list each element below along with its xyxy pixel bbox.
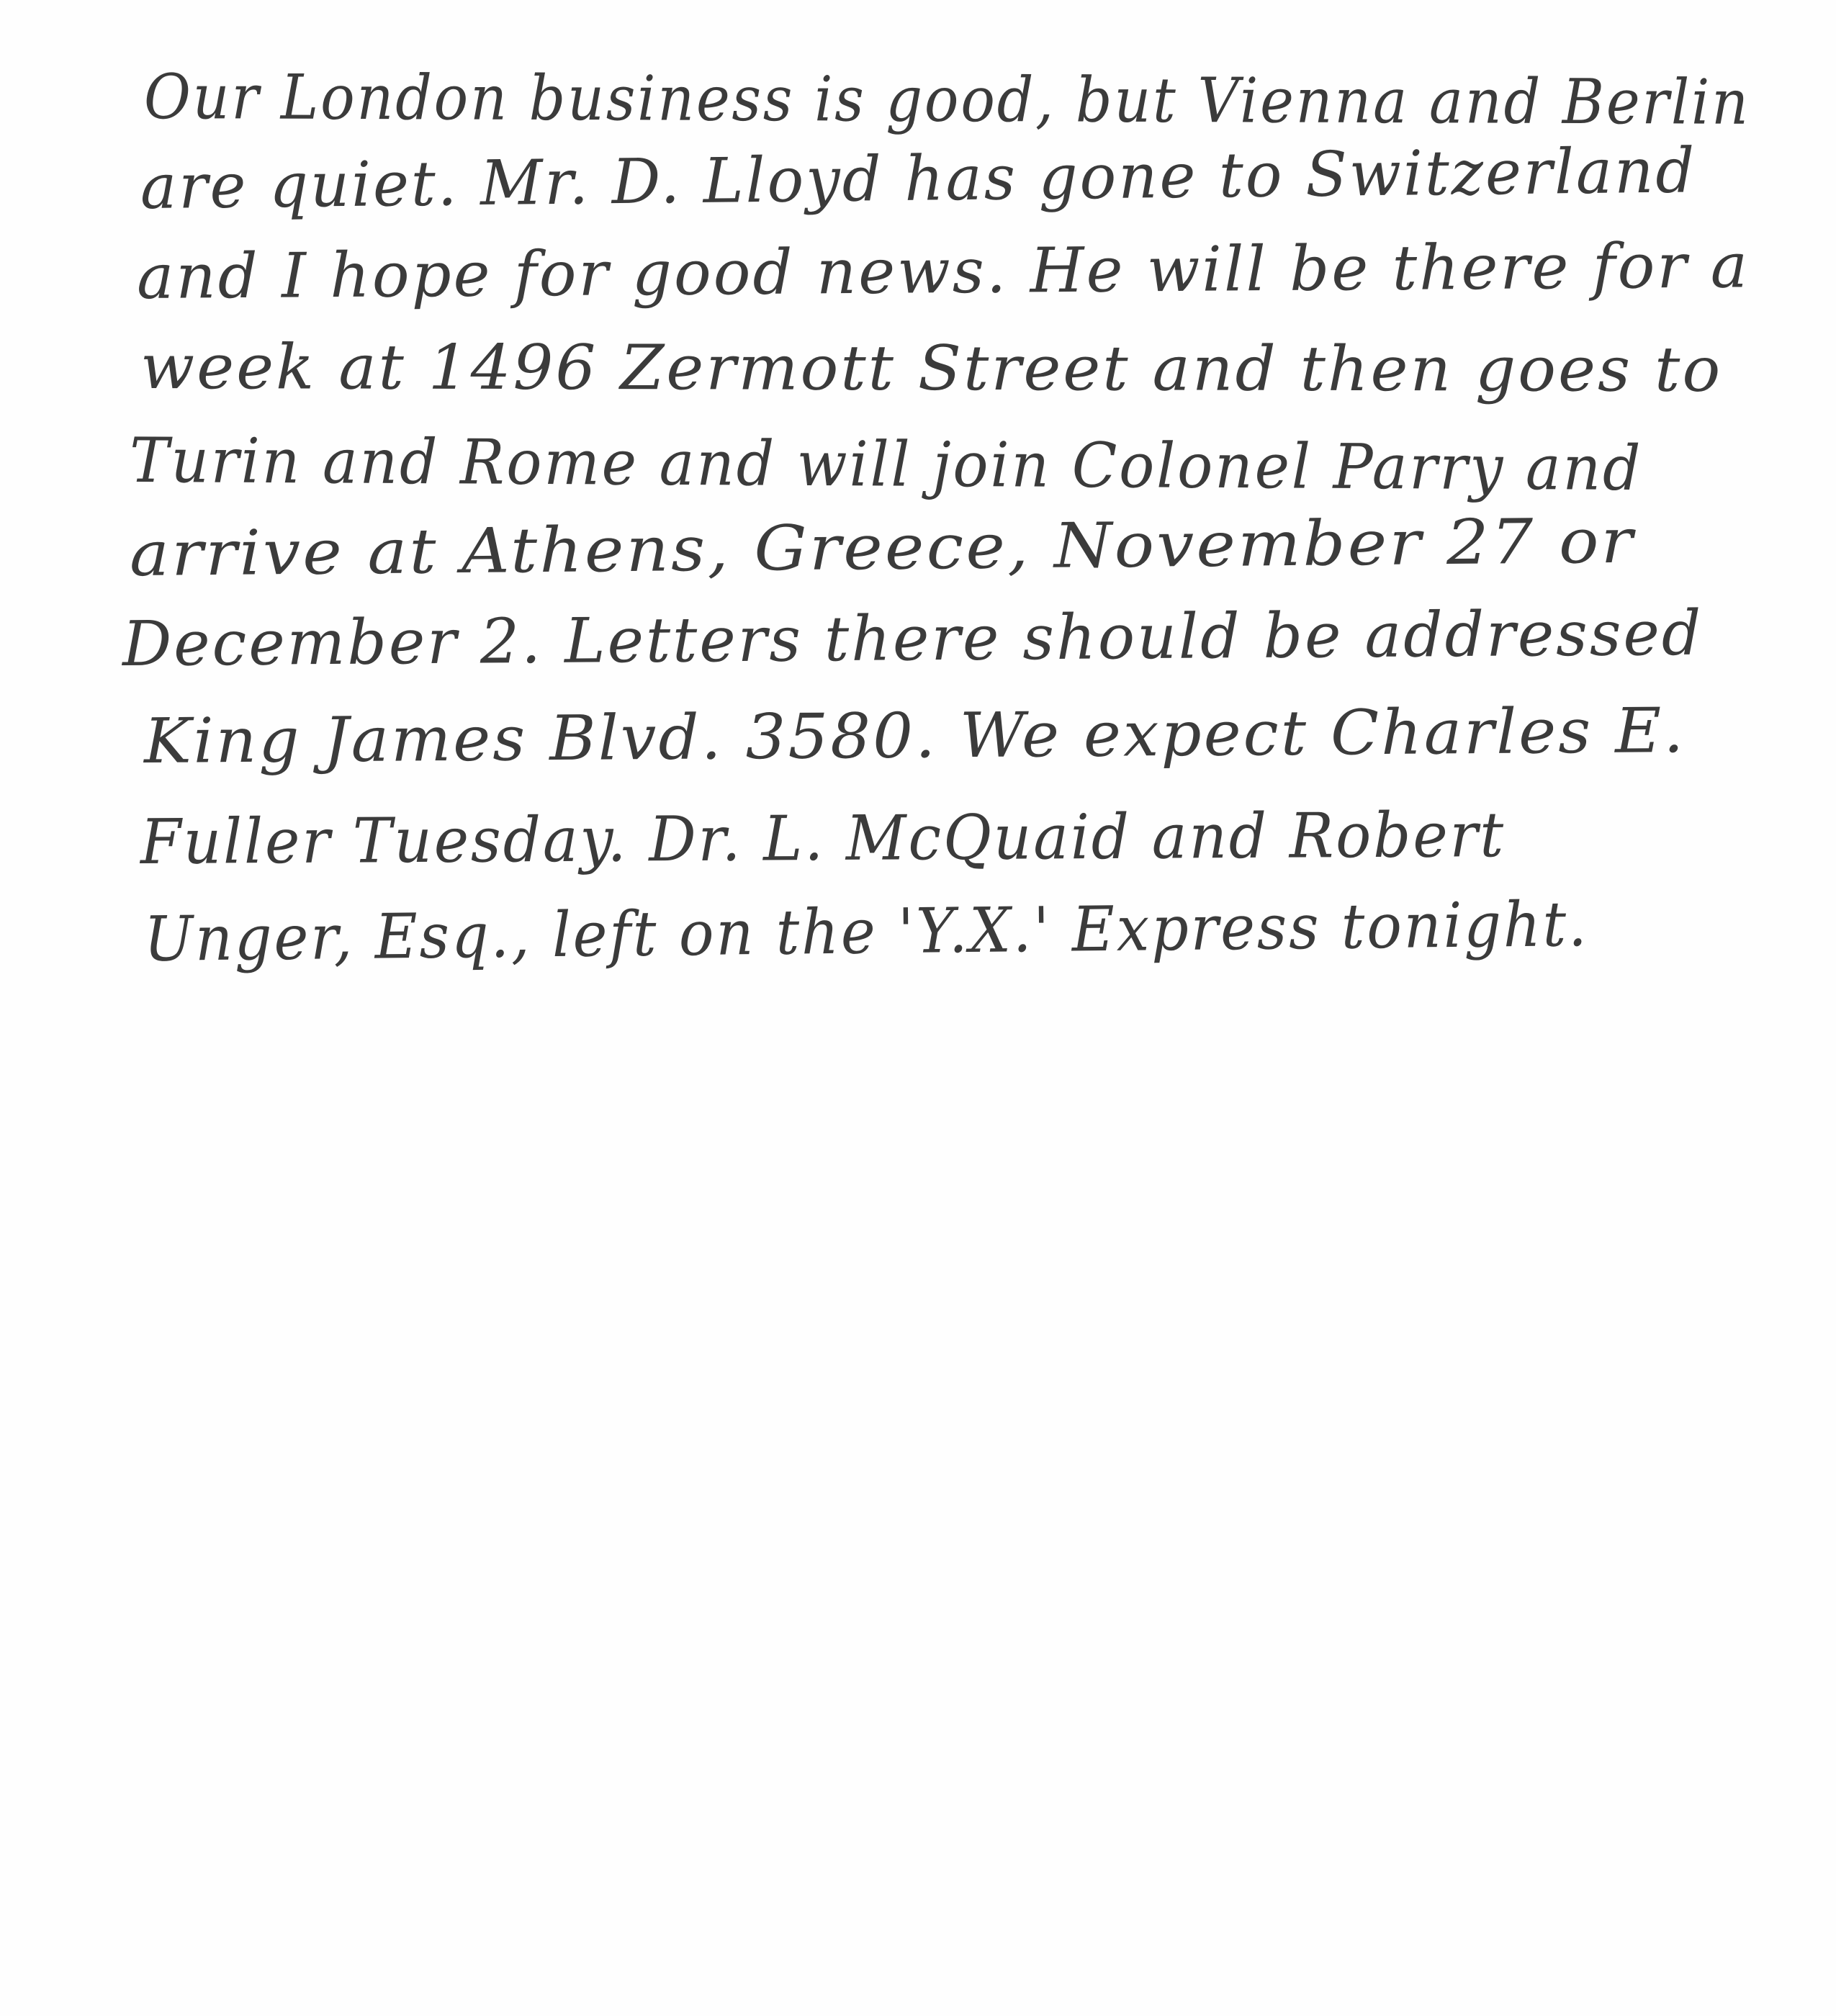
handwritten-line-9: Fuller Tuesday. Dr. L. McQuaid and Robert [140, 799, 1506, 878]
handwritten-line-8: King James Blvd. 3580. We expect Charles E. [143, 695, 1686, 778]
handwritten-line-4: week at 1496 Zermott Street and then goes to [140, 331, 1723, 406]
handwritten-line-6: arrive at Athens, Greece, November 27 or [129, 505, 1636, 590]
handwritten-line-7: December 2. Letters there should be addressed [122, 597, 1704, 680]
handwritten-line-1: Our London business is good, but Vienna and Berlin [143, 61, 1750, 139]
handwritten-line-10: Unger, Esq., left on the 'Y.X.' Express tonight. [143, 888, 1589, 976]
handwritten-line-2: are quiet. Mr. D. Lloyd has gone to Switzerland [140, 135, 1697, 223]
handwritten-line-3: and I hope for good news. He will be there for a [136, 230, 1750, 313]
handwritten-line-5: Turin and Rome and will join Colonel Parry and [129, 425, 1643, 505]
